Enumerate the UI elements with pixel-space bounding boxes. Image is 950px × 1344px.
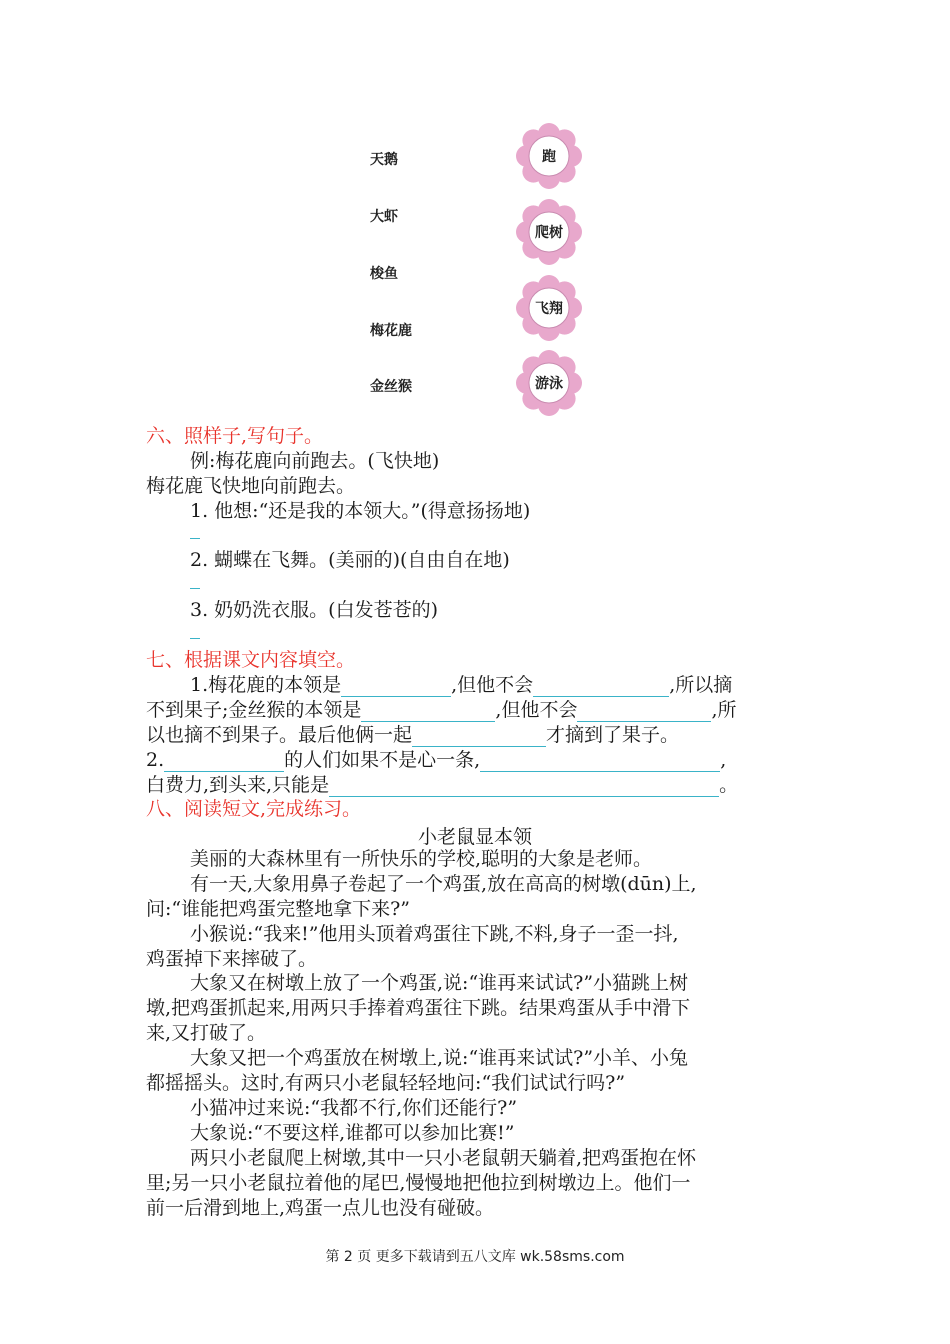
answer-blank-6-1[interactable]: [190, 538, 200, 539]
flower-badge-run: [514, 121, 584, 191]
answer-blank-7-1e[interactable]: [412, 726, 546, 747]
text: ,所以摘: [669, 674, 733, 696]
passage-paragraph-4-line3: 来,又打破了。: [146, 1022, 267, 1044]
section7-q2-line2: [146, 773, 738, 797]
text: 。: [719, 774, 739, 796]
answer-blank-7-2a[interactable]: [164, 751, 284, 772]
animal-label-swan: 天鹅: [370, 152, 398, 168]
passage-paragraph-5-line1: 大象又把一个鸡蛋放在树墩上,说:“谁再来试试?”小羊、小兔: [190, 1047, 689, 1069]
passage-paragraph-6: 小猫冲过来说:“我都不行,你们还能行?”: [190, 1097, 518, 1119]
answer-blank-7-1c[interactable]: [361, 701, 495, 722]
passage-paragraph-2-line1: 有一天,大象用鼻子卷起了一个鸡蛋,放在高高的树墩(dūn)上,: [190, 873, 697, 895]
section8-heading: 八、阅读短文,完成练习。: [146, 798, 362, 820]
answer-blank-6-3[interactable]: [190, 638, 200, 639]
section7-heading: 七、根据课文内容填空。: [146, 649, 356, 671]
section6-heading: 六、照样子,写句子。: [146, 425, 324, 447]
animal-label-golden-monkey: 金丝猴: [370, 379, 412, 395]
text: ,: [720, 749, 727, 771]
section7-q1-line3: [146, 723, 679, 747]
text: 才摘到了果子。: [546, 724, 680, 746]
flower-badge-fly: [514, 273, 584, 343]
section6-example: 例:梅花鹿向前跑去。(飞快地): [190, 450, 440, 472]
passage-paragraph-8-line2: 里;另一只小老鼠拉着他的尾巴,慢慢地把他拉到树墩边上。他们一: [146, 1172, 691, 1194]
passage-paragraph-3-line1: 小猴说:“我来!”他用头顶着鸡蛋往下跳,不料,身子一歪一抖,: [190, 923, 679, 945]
passage-paragraph-8-line1: 两只小老鼠爬上树墩,其中一只小老鼠朝天躺着,把鸡蛋抱在怀: [190, 1147, 697, 1169]
answer-blank-7-2b[interactable]: [480, 751, 720, 772]
flower-label: 跑: [542, 149, 556, 165]
section6-question-3: 3. 奶奶洗衣服。(白发苍苍的): [190, 599, 438, 621]
animal-label-barracuda: 梭鱼: [370, 266, 398, 282]
answer-blank-7-2c[interactable]: [329, 776, 719, 797]
passage-paragraph-8-line3: 前一后滑到地上,鸡蛋一点儿也没有碰破。: [146, 1197, 495, 1219]
animal-label-sika-deer: 梅花鹿: [370, 323, 412, 339]
section7-q1-line2: [146, 698, 737, 722]
page-footer: 第 2 页 更多下载请到五八文库 wk.58sms.com: [325, 1249, 625, 1265]
text: 不到果子;金丝猴的本领是: [146, 699, 362, 721]
section7-q2-line1: [146, 748, 726, 772]
passage-paragraph-3-line2: 鸡蛋掉下来摔破了。: [146, 948, 318, 970]
passage-paragraph-5-line2: 都摇摇头。这时,有两只小老鼠轻轻地问:“我们试试行吗?”: [146, 1072, 626, 1094]
answer-blank-7-1b[interactable]: [533, 676, 669, 697]
text: ,但他不会: [495, 699, 578, 721]
section6-question-2: 2. 蝴蝶在飞舞。(美丽的)(自由自在地): [190, 549, 510, 571]
answer-blank-6-2[interactable]: [190, 588, 200, 589]
answer-blank-7-1a[interactable]: [341, 676, 451, 697]
text: ,但他不会: [451, 674, 534, 696]
section6-question-1: 1. 他想:“还是我的本领大。”(得意扬扬地): [190, 500, 531, 522]
flower-badge-climb-tree: [514, 197, 584, 267]
text: 白费力,到头来,只能是: [146, 774, 330, 796]
flower-label: 飞翔: [535, 301, 563, 317]
animal-label-shrimp: 大虾: [370, 209, 398, 225]
passage-paragraph-4-line2: 墩,把鸡蛋抓起来,用两只手捧着鸡蛋往下跳。结果鸡蛋从手中滑下: [146, 997, 691, 1019]
passage-title: 小老鼠显本领: [417, 826, 532, 848]
flower-label: 爬树: [535, 225, 563, 241]
text: 的人们如果不是心一条,: [284, 749, 481, 771]
passage-paragraph-4-line1: 大象又在树墩上放了一个鸡蛋,说:“谁再来试试?”小猫跳上树: [190, 972, 689, 994]
section6-example-answer: 梅花鹿飞快地向前跑去。: [146, 475, 356, 497]
passage-paragraph-1: 美丽的大森林里有一所快乐的学校,聪明的大象是老师。: [190, 848, 653, 870]
section7-q1-line1: [190, 673, 732, 697]
text: 1.梅花鹿的本领是: [190, 674, 342, 696]
text: 以也摘不到果子。最后他俩一起: [146, 724, 413, 746]
flower-label: 游泳: [535, 376, 563, 392]
text: 2.: [146, 749, 165, 771]
flower-badge-swim: [514, 348, 584, 418]
answer-blank-7-1d[interactable]: [577, 701, 711, 722]
passage-paragraph-7: 大象说:“不要这样,谁都可以参加比赛!”: [190, 1122, 515, 1144]
text: ,所: [711, 699, 737, 721]
passage-paragraph-2-line2: 问:“谁能把鸡蛋完整地拿下来?”: [146, 898, 411, 920]
